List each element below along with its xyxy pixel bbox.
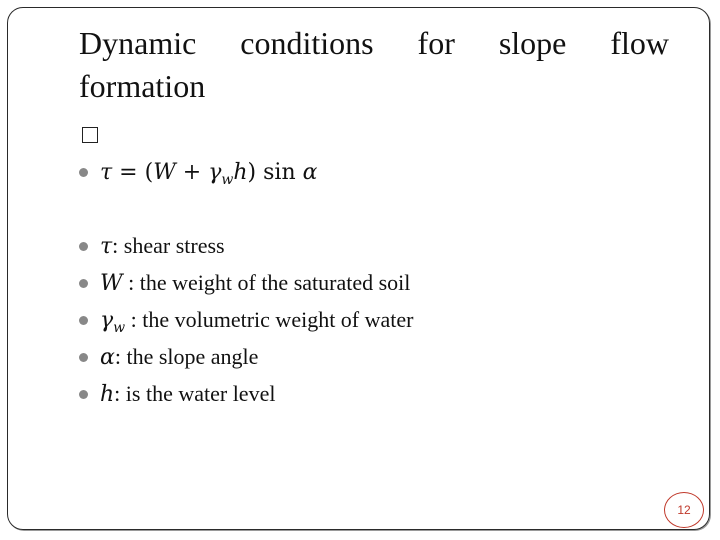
definition-text: h: is the water level — [100, 381, 276, 407]
title-line-1: Dynamic conditions for slope flow — [79, 25, 669, 61]
slide-title — [79, 22, 669, 108]
definition-text: τ: shear stress — [100, 233, 225, 259]
bullet-dot-icon — [79, 316, 88, 325]
placeholder-box-icon — [82, 127, 98, 143]
bullet-dot-icon — [79, 168, 88, 177]
definition-text: W : the weight of the saturated soil — [100, 270, 411, 296]
shear-stress-formula: $\tau = (W + \gamma_wh)$ sin α — [100, 160, 318, 188]
page-number-badge: 12 — [664, 492, 704, 528]
definition-text: α: the slope angle — [100, 344, 259, 370]
bullet-dot-icon — [79, 353, 88, 362]
bullet-dot-icon — [79, 279, 88, 288]
bullet-dot-icon — [79, 242, 88, 251]
definition-text: $\gamma_w$ : the volumetric weight of water — [100, 307, 414, 336]
title-line-2: formation — [79, 68, 206, 104]
bullet-dot-icon — [79, 390, 88, 399]
